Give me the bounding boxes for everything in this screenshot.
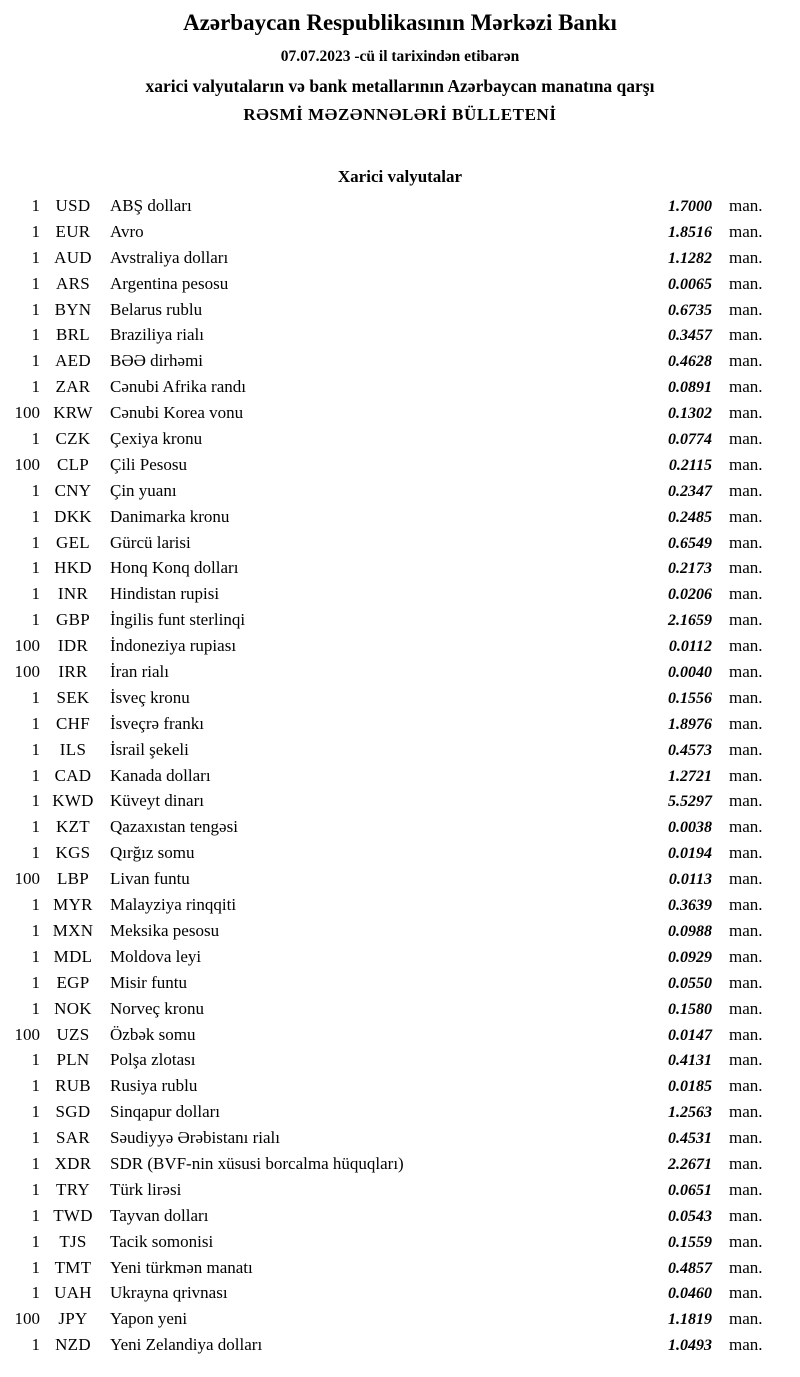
rate-row [0, 840, 800, 866]
quantity-cell: 1 [31, 687, 40, 707]
rate-row [0, 866, 800, 892]
rate-value-cell: 0.0185 [668, 1078, 712, 1096]
currency-name-cell: İran rialı [110, 662, 169, 682]
currency-name-cell: Avstraliya dolları [110, 247, 229, 267]
currency-code-cell: IDR [57, 636, 89, 656]
unit-label-cell: man. [729, 636, 763, 656]
quantity-cell: 100 [14, 869, 40, 889]
unit-label-cell: man. [729, 920, 763, 940]
page-title: Azərbaycan Respublikasının Mərkəzi Bankı [183, 10, 617, 35]
rate-row [0, 970, 800, 996]
currency-name-cell: Çili Pesosu [110, 454, 187, 474]
rate-row [0, 1099, 800, 1125]
quantity-cell: 1 [31, 1335, 40, 1355]
unit-label-cell: man. [729, 1153, 763, 1173]
unit-label-cell: man. [729, 765, 763, 785]
currency-name-cell: Yeni türkmən manatı [110, 1257, 253, 1277]
currency-code-cell: CLP [56, 454, 90, 474]
currency-name-cell: Qazaxıstan tengəsi [110, 817, 238, 837]
currency-name-cell: Qırğız somu [110, 843, 195, 863]
currency-name-cell: Meksika pesosu [110, 920, 220, 940]
unit-label-cell: man. [729, 221, 763, 241]
rate-row [0, 348, 800, 374]
currency-name-cell: Türk lirəsi [110, 1179, 182, 1199]
currency-code-cell: CNY [54, 480, 92, 500]
currency-name-cell: Polşa zlotası [110, 1050, 196, 1070]
rate-value-cell: 0.0774 [668, 431, 712, 449]
unit-label-cell: man. [729, 377, 763, 397]
rate-value-cell: 0.4857 [668, 1259, 712, 1277]
rate-row [0, 711, 800, 737]
unit-label-cell: man. [729, 687, 763, 707]
rate-value-cell: 0.2115 [668, 456, 712, 474]
currency-code-cell: TWD [53, 1205, 93, 1225]
currency-name-cell: Avro [110, 221, 144, 241]
currency-code-cell: ZAR [55, 377, 91, 397]
rate-value-cell: 0.0040 [668, 664, 712, 682]
currency-code-cell: KZT [56, 817, 90, 837]
unit-label-cell: man. [729, 1050, 763, 1070]
rate-row [0, 685, 800, 711]
unit-label-cell: man. [729, 662, 763, 682]
rate-row [0, 581, 800, 607]
rate-value-cell: 0.0038 [668, 819, 712, 837]
date-line: 07.07.2023 -cü il tarixindən etibarən [280, 48, 520, 65]
currency-name-cell: Çin yuanı [110, 480, 177, 500]
rate-value-cell: 1.8976 [668, 715, 712, 733]
currency-code-cell: EGP [56, 972, 90, 992]
unit-label-cell: man. [729, 946, 763, 966]
currency-code-cell: KWD [52, 791, 94, 811]
quantity-cell: 1 [31, 1102, 40, 1122]
section-title: Xarici valyutalar [337, 167, 463, 186]
rate-value-cell: 0.0112 [668, 638, 712, 656]
quantity-cell: 1 [31, 843, 40, 863]
unit-label-cell: man. [729, 972, 763, 992]
rate-row [0, 737, 800, 763]
currency-code-cell: UAH [54, 1283, 92, 1303]
quantity-cell: 1 [31, 972, 40, 992]
unit-label-cell: man. [729, 1257, 763, 1277]
currency-code-cell: ARS [56, 273, 90, 293]
rate-value-cell: 1.8516 [668, 223, 712, 241]
rate-value-cell: 1.1819 [668, 1311, 712, 1329]
currency-name-cell: İngilis funt sterlinqi [110, 610, 246, 630]
currency-name-cell: Yapon yeni [110, 1309, 188, 1329]
currency-code-cell: PLN [56, 1050, 90, 1070]
unit-label-cell: man. [729, 998, 763, 1018]
currency-name-cell: Tacik somonisi [110, 1231, 214, 1251]
quantity-cell: 1 [31, 532, 40, 552]
rate-value-cell: 0.1302 [668, 405, 712, 423]
currency-code-cell: KGS [55, 843, 91, 863]
quantity-cell: 1 [31, 791, 40, 811]
currency-code-cell: SGD [55, 1102, 91, 1122]
rate-row [0, 763, 800, 789]
quantity-cell: 1 [31, 377, 40, 397]
rate-value-cell: 0.0194 [668, 845, 712, 863]
currency-code-cell: LBP [56, 869, 90, 889]
rate-value-cell: 1.2563 [668, 1104, 712, 1122]
currency-code-cell: BYN [54, 299, 92, 319]
currency-name-cell: Sinqapur dolları [110, 1102, 221, 1122]
quantity-cell: 1 [31, 1153, 40, 1173]
quantity-cell: 1 [31, 325, 40, 345]
currency-code-cell: UZS [56, 1024, 90, 1044]
currency-name-cell: Misir funtu [110, 972, 187, 992]
rate-value-cell: 2.1659 [668, 612, 712, 630]
unit-label-cell: man. [729, 584, 763, 604]
quantity-cell: 1 [31, 506, 40, 526]
currency-code-cell: RUB [55, 1076, 91, 1096]
rate-value-cell: 1.0493 [668, 1337, 712, 1355]
currency-name-cell: Tayvan dolları [110, 1205, 209, 1225]
rate-row [0, 530, 800, 556]
unit-label-cell: man. [729, 532, 763, 552]
subject-line: xarici valyutaların və bank metallarının Azərbaycan manatına qarşı [145, 76, 655, 96]
quantity-cell: 1 [31, 1076, 40, 1096]
rate-row [0, 1203, 800, 1229]
unit-label-cell: man. [729, 1128, 763, 1148]
quantity-cell: 1 [31, 273, 40, 293]
rate-row [0, 1255, 800, 1281]
quantity-cell: 1 [31, 1179, 40, 1199]
unit-label-cell: man. [729, 1076, 763, 1096]
currency-code-cell: CHF [56, 713, 90, 733]
currency-code-cell: MDL [53, 946, 93, 966]
rate-value-cell: 1.2721 [668, 767, 712, 785]
rate-value-cell: 1.1282 [668, 249, 712, 267]
quantity-cell: 1 [31, 1231, 40, 1251]
currency-code-cell: TJS [59, 1231, 87, 1251]
quantity-cell: 100 [14, 1024, 40, 1044]
quantity-cell: 100 [14, 636, 40, 656]
rate-row [0, 426, 800, 452]
rate-row [0, 918, 800, 944]
unit-label-cell: man. [729, 1102, 763, 1122]
currency-name-cell: Səudiyyə Ərəbistanı rialı [110, 1128, 280, 1148]
rate-row [0, 1047, 800, 1073]
quantity-cell: 1 [31, 1050, 40, 1070]
currency-name-cell: Norveç kronu [110, 998, 204, 1018]
rates-table [0, 193, 800, 1358]
currency-code-cell: CZK [55, 429, 91, 449]
rate-row [0, 607, 800, 633]
currency-name-cell: ABŞ dolları [110, 196, 192, 215]
rate-row [0, 1125, 800, 1151]
currency-name-cell: Braziliya rialı [110, 325, 204, 345]
currency-code-cell: HKD [54, 558, 92, 578]
currency-name-cell: Livan funtu [110, 869, 190, 889]
currency-code-cell: SEK [56, 687, 90, 707]
quantity-cell: 1 [31, 713, 40, 733]
quantity-cell: 1 [31, 739, 40, 759]
rate-value-cell: 0.0147 [668, 1026, 712, 1044]
quantity-cell: 1 [31, 247, 40, 267]
rate-value-cell: 0.3457 [668, 327, 712, 345]
rate-row [0, 478, 800, 504]
rate-value-cell: 0.6735 [668, 301, 712, 319]
currency-code-cell: ILS [59, 739, 87, 759]
rate-value-cell: 1.7000 [668, 198, 712, 215]
unit-label-cell: man. [729, 429, 763, 449]
rate-value-cell: 0.4531 [668, 1130, 712, 1148]
currency-name-cell: Malayziya rinqqiti [110, 895, 237, 915]
currency-code-cell: IRR [58, 662, 88, 682]
quantity-cell: 1 [31, 584, 40, 604]
quantity-cell: 1 [31, 351, 40, 371]
rate-row [0, 219, 800, 245]
quantity-cell: 1 [31, 895, 40, 915]
rate-value-cell: 0.1559 [668, 1233, 712, 1251]
quantity-cell: 1 [31, 1128, 40, 1148]
rate-value-cell: 5.5297 [668, 793, 712, 811]
rate-value-cell: 0.0651 [668, 1181, 712, 1199]
document-header [0, 8, 800, 126]
unit-label-cell: man. [729, 791, 763, 811]
quantity-cell: 1 [31, 1257, 40, 1277]
currency-name-cell: Ukrayna qrivnası [110, 1283, 228, 1303]
rate-row [0, 1073, 800, 1099]
currency-code-cell: AUD [54, 247, 92, 267]
quantity-cell: 100 [14, 662, 40, 682]
rate-value-cell: 0.3639 [668, 897, 712, 915]
rate-row [0, 193, 800, 219]
currency-code-cell: TRY [56, 1179, 90, 1199]
rate-row [0, 996, 800, 1022]
unit-label-cell: man. [729, 454, 763, 474]
unit-label-cell: man. [729, 558, 763, 578]
currency-code-cell: JPY [58, 1309, 88, 1329]
rate-row [0, 555, 800, 581]
rate-row [0, 452, 800, 478]
rate-value-cell: 2.2671 [668, 1155, 712, 1173]
rate-value-cell: 0.4131 [668, 1052, 712, 1070]
quantity-cell: 1 [31, 196, 40, 215]
quantity-cell: 1 [31, 1283, 40, 1303]
unit-label-cell: man. [729, 1179, 763, 1199]
currency-code-cell: INR [57, 584, 89, 604]
unit-label-cell: man. [729, 1283, 763, 1303]
rate-value-cell: 0.4628 [668, 353, 712, 371]
currency-code-cell: KRW [53, 403, 93, 423]
currency-name-cell: Çexiya kronu [110, 429, 203, 449]
currency-code-cell: DKK [54, 506, 92, 526]
rate-value-cell: 0.1556 [668, 689, 712, 707]
currency-name-cell: SDR (BVF-nin xüsusi borcalma hüquqları) [110, 1153, 404, 1173]
currency-name-cell: Cənubi Afrika randı [110, 377, 246, 397]
rate-value-cell: 0.4573 [668, 741, 712, 759]
unit-label-cell: man. [729, 869, 763, 889]
rate-row [0, 400, 800, 426]
unit-label-cell: man. [729, 1309, 763, 1329]
quantity-cell: 1 [31, 558, 40, 578]
currency-code-cell: EUR [55, 221, 91, 241]
currency-name-cell: İndoneziya rupiası [110, 636, 237, 656]
rate-row [0, 1229, 800, 1255]
unit-label-cell: man. [729, 1335, 763, 1355]
quantity-cell: 100 [14, 454, 40, 474]
rate-value-cell: 0.0550 [668, 974, 712, 992]
rate-row [0, 271, 800, 297]
currency-name-cell: Gürcü larisi [110, 532, 191, 552]
currency-code-cell: NZD [55, 1335, 91, 1355]
rate-value-cell: 0.0988 [668, 922, 712, 940]
rate-row [0, 1022, 800, 1048]
rate-row [0, 1280, 800, 1306]
rate-value-cell: 0.0543 [668, 1207, 712, 1225]
rate-value-cell: 0.0891 [668, 379, 712, 397]
quantity-cell: 1 [31, 221, 40, 241]
currency-name-cell: Küveyt dinarı [110, 791, 204, 811]
quantity-cell: 100 [14, 1309, 40, 1329]
currency-name-cell: Hindistan rupisi [110, 584, 220, 604]
quantity-cell: 100 [14, 403, 40, 423]
unit-label-cell: man. [729, 325, 763, 345]
unit-label-cell: man. [729, 351, 763, 371]
rate-row [0, 659, 800, 685]
unit-label-cell: man. [729, 610, 763, 630]
currency-code-cell: NOK [54, 998, 92, 1018]
currency-code-cell: GBP [56, 610, 90, 630]
rate-row [0, 944, 800, 970]
rate-row [0, 504, 800, 530]
rate-row [0, 297, 800, 323]
rate-row [0, 788, 800, 814]
quantity-cell: 1 [31, 946, 40, 966]
quantity-cell: 1 [31, 429, 40, 449]
currency-name-cell: İsrail şekeli [110, 739, 189, 759]
rate-value-cell: 0.2347 [668, 482, 712, 500]
rate-value-cell: 0.0113 [668, 871, 712, 889]
rate-value-cell: 0.2173 [668, 560, 712, 578]
currency-code-cell: MXN [52, 920, 94, 940]
unit-label-cell: man. [729, 843, 763, 863]
currency-name-cell: Yeni Zelandiya dolları [110, 1335, 263, 1355]
quantity-cell: 1 [31, 765, 40, 785]
rate-row [0, 1306, 800, 1332]
rate-value-cell: 0.2485 [668, 508, 712, 526]
unit-label-cell: man. [729, 895, 763, 915]
unit-label-cell: man. [729, 403, 763, 423]
currency-code-cell: SAR [56, 1128, 90, 1148]
quantity-cell: 1 [31, 817, 40, 837]
currency-name-cell: Argentina pesosu [110, 273, 229, 293]
currency-name-cell: Honq Konq dolları [110, 558, 239, 578]
unit-label-cell: man. [729, 817, 763, 837]
currency-code-cell: AED [55, 351, 91, 371]
unit-label-cell: man. [729, 1024, 763, 1044]
currency-name-cell: BƏƏ dirhəmi [110, 351, 204, 371]
rate-row [0, 633, 800, 659]
currency-name-cell: Danimarka kronu [110, 506, 230, 526]
unit-label-cell: man. [729, 1205, 763, 1225]
currency-code-cell: BRL [56, 325, 90, 345]
currency-code-cell: GEL [56, 532, 90, 552]
rate-row [0, 374, 800, 400]
currency-name-cell: Kanada dolları [110, 765, 211, 785]
rate-row [0, 1177, 800, 1203]
rate-row [0, 1151, 800, 1177]
rate-value-cell: 0.0065 [668, 275, 712, 293]
rate-row [0, 1332, 800, 1358]
unit-label-cell: man. [729, 196, 763, 215]
rate-row [0, 892, 800, 918]
quantity-cell: 1 [31, 1205, 40, 1225]
unit-label-cell: man. [729, 739, 763, 759]
unit-label-cell: man. [729, 247, 763, 267]
unit-label-cell: man. [729, 299, 763, 319]
rate-row [0, 245, 800, 271]
rate-value-cell: 0.0929 [668, 948, 712, 966]
currency-name-cell: Moldova leyi [110, 946, 202, 966]
bulletin-title: RƏSMİ MƏZƏNNƏLƏRİ BÜLLETENİ [243, 105, 557, 124]
rate-value-cell: 0.6549 [668, 534, 712, 552]
unit-label-cell: man. [729, 713, 763, 733]
currency-code-cell: CAD [54, 765, 92, 785]
unit-label-cell: man. [729, 273, 763, 293]
unit-label-cell: man. [729, 506, 763, 526]
currency-code-cell: XDR [54, 1153, 92, 1173]
unit-label-cell: man. [729, 1231, 763, 1251]
quantity-cell: 1 [31, 920, 40, 940]
rate-row [0, 814, 800, 840]
quantity-cell: 1 [31, 610, 40, 630]
currency-code-cell: MYR [53, 895, 93, 915]
quantity-cell: 1 [31, 998, 40, 1018]
currency-code-cell: TMT [54, 1257, 92, 1277]
currency-name-cell: Özbək somu [110, 1024, 196, 1044]
quantity-cell: 1 [31, 480, 40, 500]
rate-row [0, 322, 800, 348]
currency-name-cell: Cənubi Korea vonu [110, 403, 244, 423]
rate-value-cell: 0.0460 [668, 1285, 712, 1303]
currency-code-cell: USD [55, 196, 91, 215]
currency-name-cell: İsveç kronu [110, 687, 190, 707]
rate-value-cell: 0.1580 [668, 1000, 712, 1018]
unit-label-cell: man. [729, 480, 763, 500]
quantity-cell: 1 [31, 299, 40, 319]
currency-name-cell: Rusiya rublu [110, 1076, 198, 1096]
currency-name-cell: İsveçrə frankı [110, 713, 204, 733]
currency-name-cell: Belarus rublu [110, 299, 203, 319]
rate-value-cell: 0.0206 [668, 586, 712, 604]
